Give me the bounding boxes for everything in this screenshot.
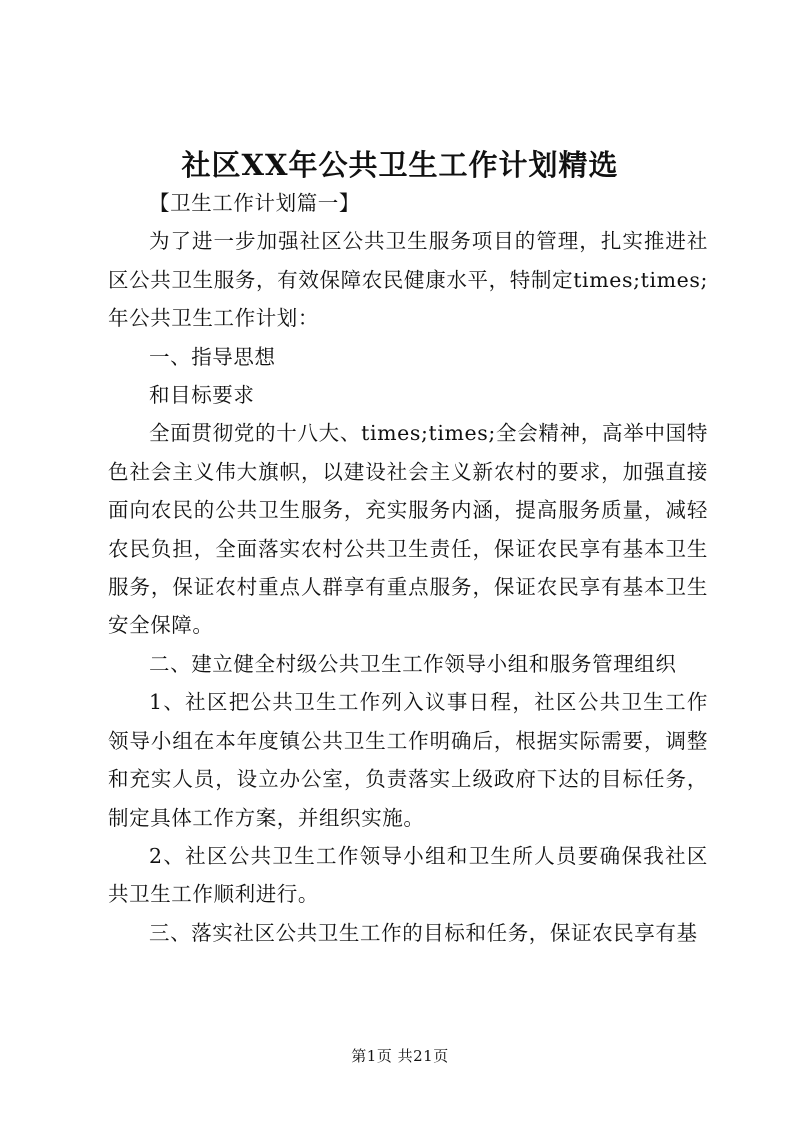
paragraph-section-heading: 【卫生工作计划篇一】 bbox=[149, 191, 360, 215]
document-title: 社区XX年公共卫生工作计划精选 bbox=[181, 148, 619, 182]
paragraph-heading-guiding-ideology: 一、指导思想 bbox=[149, 344, 276, 369]
paragraph-heading-goals: 和目标要求 bbox=[149, 383, 255, 408]
page-number-footer: 第1页 共21页 bbox=[351, 1047, 449, 1065]
paragraph-intro: 为了进一步加强社区公共卫生服务项目的管理，扎实推进社区公共卫生服务，有效保障农民健康水平，特制定times;times;年公共卫生工作计划： bbox=[108, 229, 708, 331]
paragraph-guiding-ideology: 全面贯彻党的十八大、times;times;全会精神，高举中国特色社会主义伟大旗帜，以建设社会主义新农村的要求，加强直接面向农民的公共卫生服务，充实服务内涵，提高服务质量，减轻农民负担，全面落实农村公共卫生责任，保证农民享有基本卫生服务，保证农村重点人群享有重点服务，保证农民享有基本卫生安全保障。 bbox=[108, 421, 708, 638]
paragraph-heading-targets: 三、落实社区公共卫生工作的目标和任务，保证农民享有基 bbox=[149, 920, 698, 945]
paragraph-item-2: 2、社区公共卫生工作领导小组和卫生所人员要确保我社区共卫生工作顺利进行。 bbox=[108, 843, 708, 907]
paragraph-item-1: 1、社区把公共卫生工作列入议事日程，社区公共卫生工作领导小组在本年度镇公共卫生工作明确后，根据实际需要，调整和充实人员，设立办公室，负责落实上级政府下达的目标任务，制定具体工作方案，并组织实施。 bbox=[108, 690, 708, 830]
document-body bbox=[108, 184, 708, 952]
paragraph-heading-organization: 二、建立健全村级公共卫生工作领导小组和服务管理组织 bbox=[149, 651, 677, 676]
